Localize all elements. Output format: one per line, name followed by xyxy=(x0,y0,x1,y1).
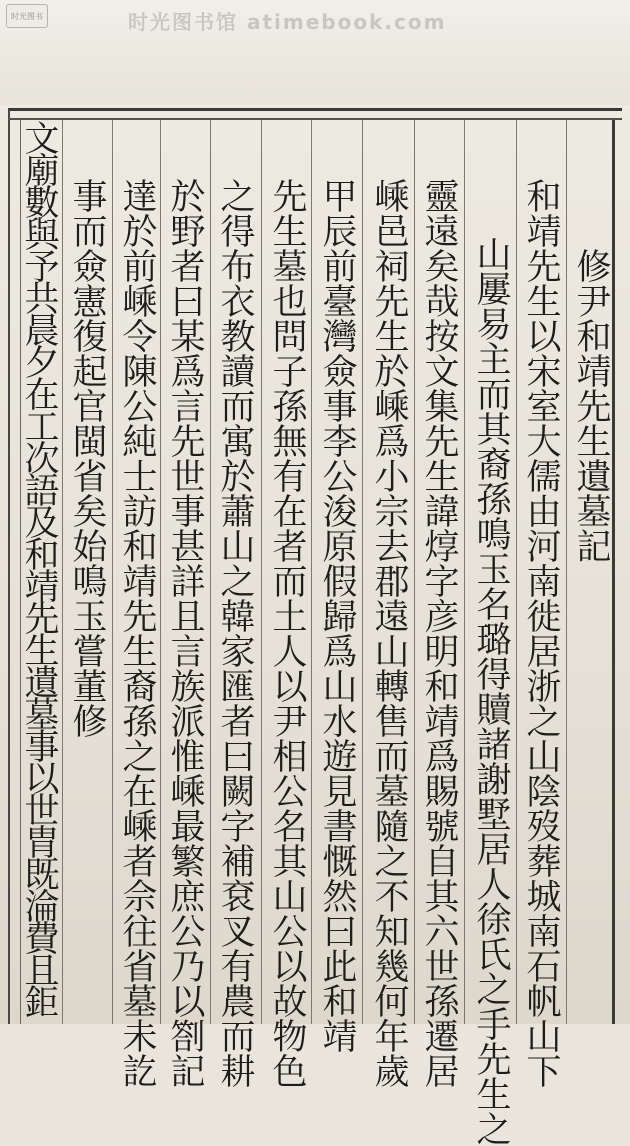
text-column-3: 靈遠矣哉按文集先生諱焞字彦明和靖爲賜號自其六世孫遷居 xyxy=(419,178,459,1088)
column-rule xyxy=(464,120,465,1024)
text-column-9: 達於前嵊令陳公純士訪和靖先生裔孫之在嵊者佘往省墓未訖 xyxy=(117,178,157,1088)
text-column-5: 甲辰前臺灣僉事李公浚原假歸爲山水遊見書慨然曰此和靖 xyxy=(317,178,357,1053)
column-rule xyxy=(414,120,415,1024)
text-column-6: 先生墓也問子孫無有在者而土人以尹相公名其山公以故物色 xyxy=(267,178,307,1088)
watermark-logo: 时光图书 xyxy=(6,4,48,28)
text-column-8: 於野者曰某爲言先世事甚詳且言族派惟嵊最繁庶公乃以劄記 xyxy=(165,178,205,1088)
document-title: 修尹和靖先生遺墓記 xyxy=(571,248,611,563)
text-column-7: 之得布衣教讀而寓於蕭山之韓家匯者曰闕字補袞叉有農而耕 xyxy=(215,178,255,1088)
frame-rule xyxy=(8,118,622,120)
text-column-10: 事而僉憲復起官閩省矣始鳴玉嘗董修 xyxy=(67,178,107,738)
text-column-2: 山屢易主而其裔孫鳴玉名璐得贖諸謝墅居人徐氏之手先生之 xyxy=(471,236,511,1146)
column-rule xyxy=(112,120,113,1024)
column-rule xyxy=(62,120,63,1024)
text-column-4: 嵊邑祠先生於嵊爲小宗去郡遠山轉售而墓隨之不知幾何年歲 xyxy=(369,178,409,1088)
column-rule xyxy=(362,120,363,1024)
text-column-11: 文廟數與予共晨夕在工次語及和靖先生遺墓事以世胄既淪費且鉅 xyxy=(19,120,59,1016)
right-border xyxy=(612,120,615,1024)
text-column-1: 和靖先生以宋室大儒由河南徙居浙之山陰歿葬城南石帆山下 xyxy=(521,178,561,1088)
column-rule xyxy=(311,120,312,1024)
column-rule xyxy=(566,120,567,1024)
column-rule xyxy=(160,120,161,1024)
column-rule xyxy=(516,120,517,1024)
column-rule xyxy=(261,120,262,1024)
watermark-text: 时光图书馆 atimebook.com xyxy=(128,10,447,34)
column-rule xyxy=(210,120,211,1024)
